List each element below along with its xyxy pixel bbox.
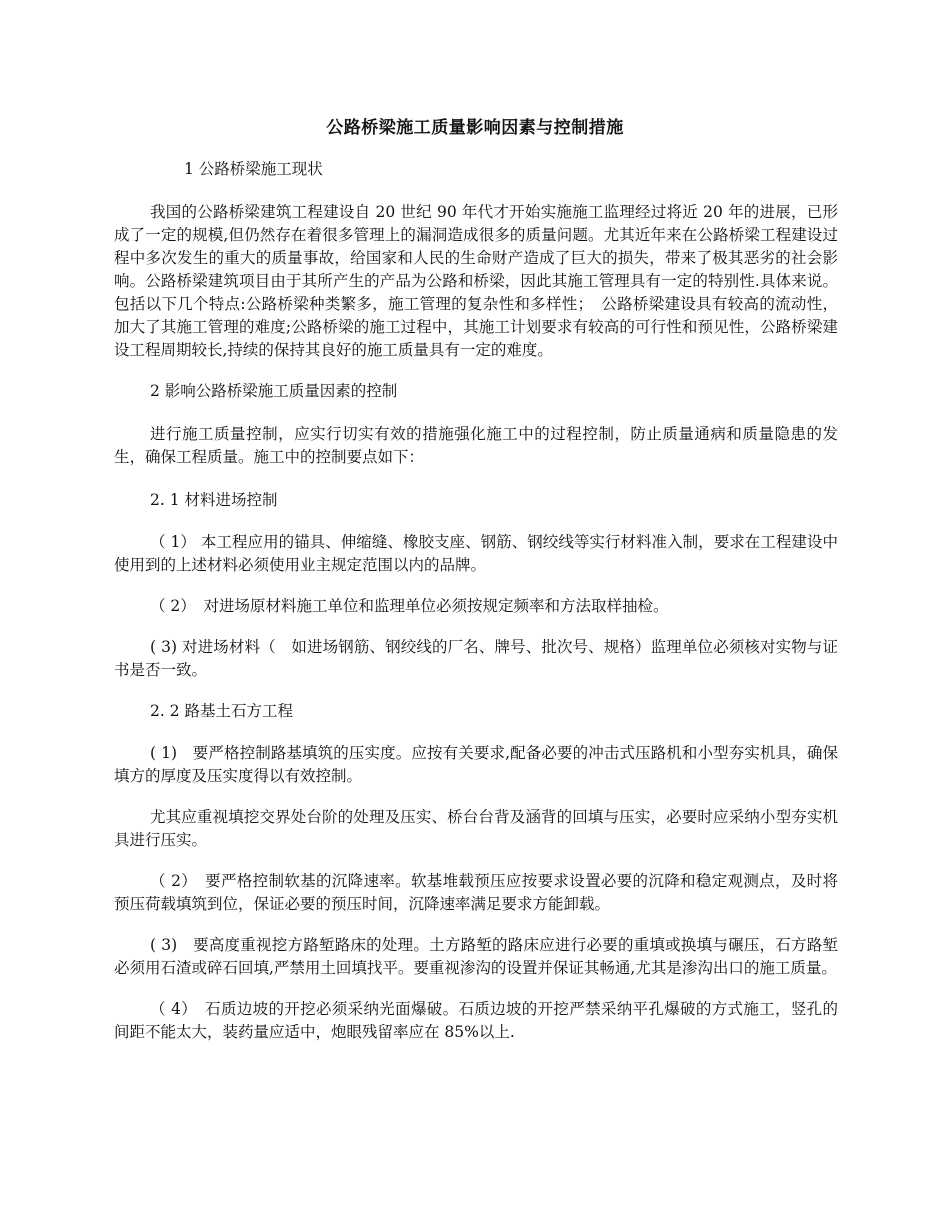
paragraph-earthworks-5: （ 4） 石质边坡的开挖必须采纳光面爆破。石质边坡的开挖严禁采纳平孔爆破的方式施工，竖孔的间距不能太大，装药量应适中，炮眼残留率应在 85%以上.	[114, 1000, 838, 1041]
paragraph-materials-1: （ 1） 本工程应用的锚具、伸缩缝、橡胶支座、钢筋、钢绞线等实行材料准入制，要求在工程建设中使用到的上述材料必须使用业主规定范围以内的品牌。	[114, 533, 838, 574]
paragraph-materials-2: （ 2） 对进场原材料施工单位和监理单位必须按规定频率和方法取样抽检。	[150, 597, 669, 615]
paragraph-earthworks-3: （ 2） 要严格控制软基的沉降速率。软基堆载预压应按要求设置必要的沉降和稳定观测点，及时将预压荷载填筑到位，保证必要的预压时间，沉降速率满足要求方能卸载。	[114, 872, 838, 913]
section-heading-control: 2 影响公路桥梁施工质量因素的控制	[150, 382, 398, 400]
paragraph-earthworks-2: 尤其应重视填挖交界处台阶的处理及压实、桥台台背及涵背的回填与压实，必要时应采纳小型夯实机具进行压实。	[114, 808, 838, 849]
paragraph-status: 我国的公路桥梁建筑工程建设自 20 世纪 90 年代才开始实施施工监理经过将近 20 年的进展，已形成了一定的规模,但仍然存在着很多管理上的漏洞造成很多的质量问题。尤其近年来在公路桥梁工程建设过程中多次发生的重大的质量事故，给国家和人民的生命财产造成了巨大的损失，带来了极其恶劣的社会影响。公路桥梁建筑项目由于其所产生的产品为公路和桥梁，因此其施工管理具有一定的特别性.具体来说。包括以下几个特点:公路桥梁种类繁多，施工管理的复杂性和多样性； 公路桥梁建设具有较高的流动性，加大了其施工管理的难度;公路桥梁的施工过程中，其施工计划要求有较高的可行性和预见性，公路桥梁建设工程周期较长,持续的保持其良好的施工质量具有一定的难度。	[114, 203, 838, 359]
paragraph-earthworks-4: ( 3) 要高度重视挖方路堑路床的处理。土方路堑的路床应进行必要的重填或换填与碾压，石方路堑必须用石渣或碎石回填,严禁用土回填找平。要重视渗沟的设置并保证其畅通,尤其是渗沟出口的施工质量。	[114, 936, 838, 977]
section-heading-materials: 2. 1 材料进场控制	[150, 491, 278, 509]
section-heading-status: 1 公路桥梁施工现状	[184, 160, 323, 178]
document-body	[114, 158, 838, 1044]
paragraph-materials-3: ( 3) 对进场材料（ 如进场钢筋、钢绞线的厂名、牌号、批次号、规格）监理单位必须核对实物与证书是否一致。	[114, 638, 838, 679]
section-heading-earthworks: 2. 2 路基土石方工程	[150, 702, 294, 720]
paragraph-control-intro: 进行施工质量控制，应实行切实有效的措施强化施工中的过程控制，防止质量通病和质量隐患的发生，确保工程质量。施工中的控制要点如下：	[114, 425, 838, 466]
paragraph-earthworks-1: ( 1) 要严格控制路基填筑的压实度。应按有关要求,配备必要的冲击式压路机和小型夯实机具，确保填方的厚度及压实度得以有效控制。	[114, 744, 838, 785]
document-title: 公路桥梁施工质量影响因素与控制措施	[326, 118, 624, 138]
